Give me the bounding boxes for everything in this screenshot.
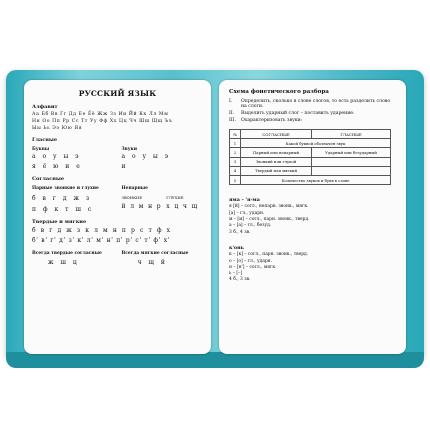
sounds-label: Звуки: [121, 147, 137, 152]
hardsoft-heading: Твердые и мягкие: [32, 219, 87, 225]
alphabet-row: Нн Оо Пп Рр Сс Тт Уу Фф Хх Цц Чч Шш Щщ Ъъ: [32, 119, 173, 124]
vowel-sounds: и: [121, 163, 128, 170]
phonetic-scheme-title: Схема фонетического разбора: [229, 89, 329, 95]
example-word: к'онь: [229, 244, 244, 251]
table-row: 5 Количество звуков и букв в слове: [230, 175, 391, 184]
alphabet-row: Ыы Ьь Ээ Юю Яя: [32, 126, 83, 131]
vowel-letters: а о у ы э: [32, 153, 81, 160]
example-summary: 3 б., 4 зв.: [229, 229, 251, 235]
unpaired-voiced: й л м н р: [121, 203, 163, 210]
left-page: [24, 80, 211, 354]
vowels-heading: Гласные: [32, 137, 58, 143]
step-item: II. Выделить ударный слог – поставить ударение.: [229, 111, 355, 116]
vowel-letters: я ё ю и е: [32, 163, 83, 170]
step-item: I. Определить, сколько в слове слогов, то есть разделить слово на слоги.: [229, 99, 391, 109]
example-2: к'онь к – [к] – согл., парн. звонк., тверд. о – [о] – гл., ударн. н – [н'] – согл., мягк. ь – [–] 4 б., 3 зв.: [219, 245, 406, 284]
example-word: яма – 'я-ма: [229, 197, 260, 204]
always-hard-label: Всегда твердые согласные: [32, 251, 102, 256]
vowel-sounds: а о у ы э: [121, 153, 171, 160]
paired-voiced: б в г д ж з: [32, 195, 92, 202]
page-title: РУССКИЙ ЯЗЫК: [78, 89, 157, 98]
right-page: [219, 80, 406, 354]
example-summary: 4 б., 3 зв.: [229, 277, 251, 283]
step-item: III. Охарактеризовать звуки:: [229, 118, 303, 123]
always-soft: ч щ й: [137, 259, 168, 266]
always-hard: ж ш ц: [48, 259, 80, 266]
unpaired-voiced-label: ЗВОНКИЕ: [121, 195, 143, 200]
binder-cover-edge: [6, 352, 424, 368]
always-soft-label: Всегда мягкие согласные: [121, 251, 189, 256]
consonants-heading: Согласные: [32, 176, 65, 182]
alphabet-heading: Алфавит: [32, 104, 58, 110]
unpaired-voiceless-label: ГЛУХИЕ: [166, 195, 184, 200]
letters-label: Буквы: [32, 147, 50, 152]
alphabet-row: Аа Бб Вв Гг Дд Ее Ёё Жж Зз Ии Йй Кк Лл Мм: [32, 112, 169, 117]
table-row: 2 Парный или непарный Ударный или безударный: [230, 148, 391, 157]
table-header-row: № СОГЛАСНЫЕ ГЛАСНЫЕ: [230, 130, 391, 139]
table-row: 3 Звонкий или глухой: [230, 157, 391, 166]
table-row: 4 Твердый или мягкий: [230, 166, 391, 175]
paired-voiceless: п ф к т ш с: [32, 206, 94, 213]
unpaired-voiceless: х ц ч щ: [166, 203, 199, 210]
hard-consonants: б в г д ж з к л м н п р с т ф х: [32, 227, 172, 234]
table-row: 1 Какой буквой обозначен звук: [230, 139, 391, 148]
soft-consonants: б' в' г' д' з' к' л' м' н' п' р' с' т' ф' х': [32, 237, 171, 244]
phonetic-table: [229, 129, 391, 185]
unpaired-label: Непарные: [121, 186, 148, 191]
example-1: яма – 'я-ма я [й] – согл., непарн. звонк., мягк. [а] – гл., ударн. м – [м] – согл., парн. звонк., тверд. а – [а] – гл., безуд. 3 б., 4 зв.: [219, 197, 406, 236]
paired-label: Парные звонкие и глухие: [32, 186, 99, 191]
